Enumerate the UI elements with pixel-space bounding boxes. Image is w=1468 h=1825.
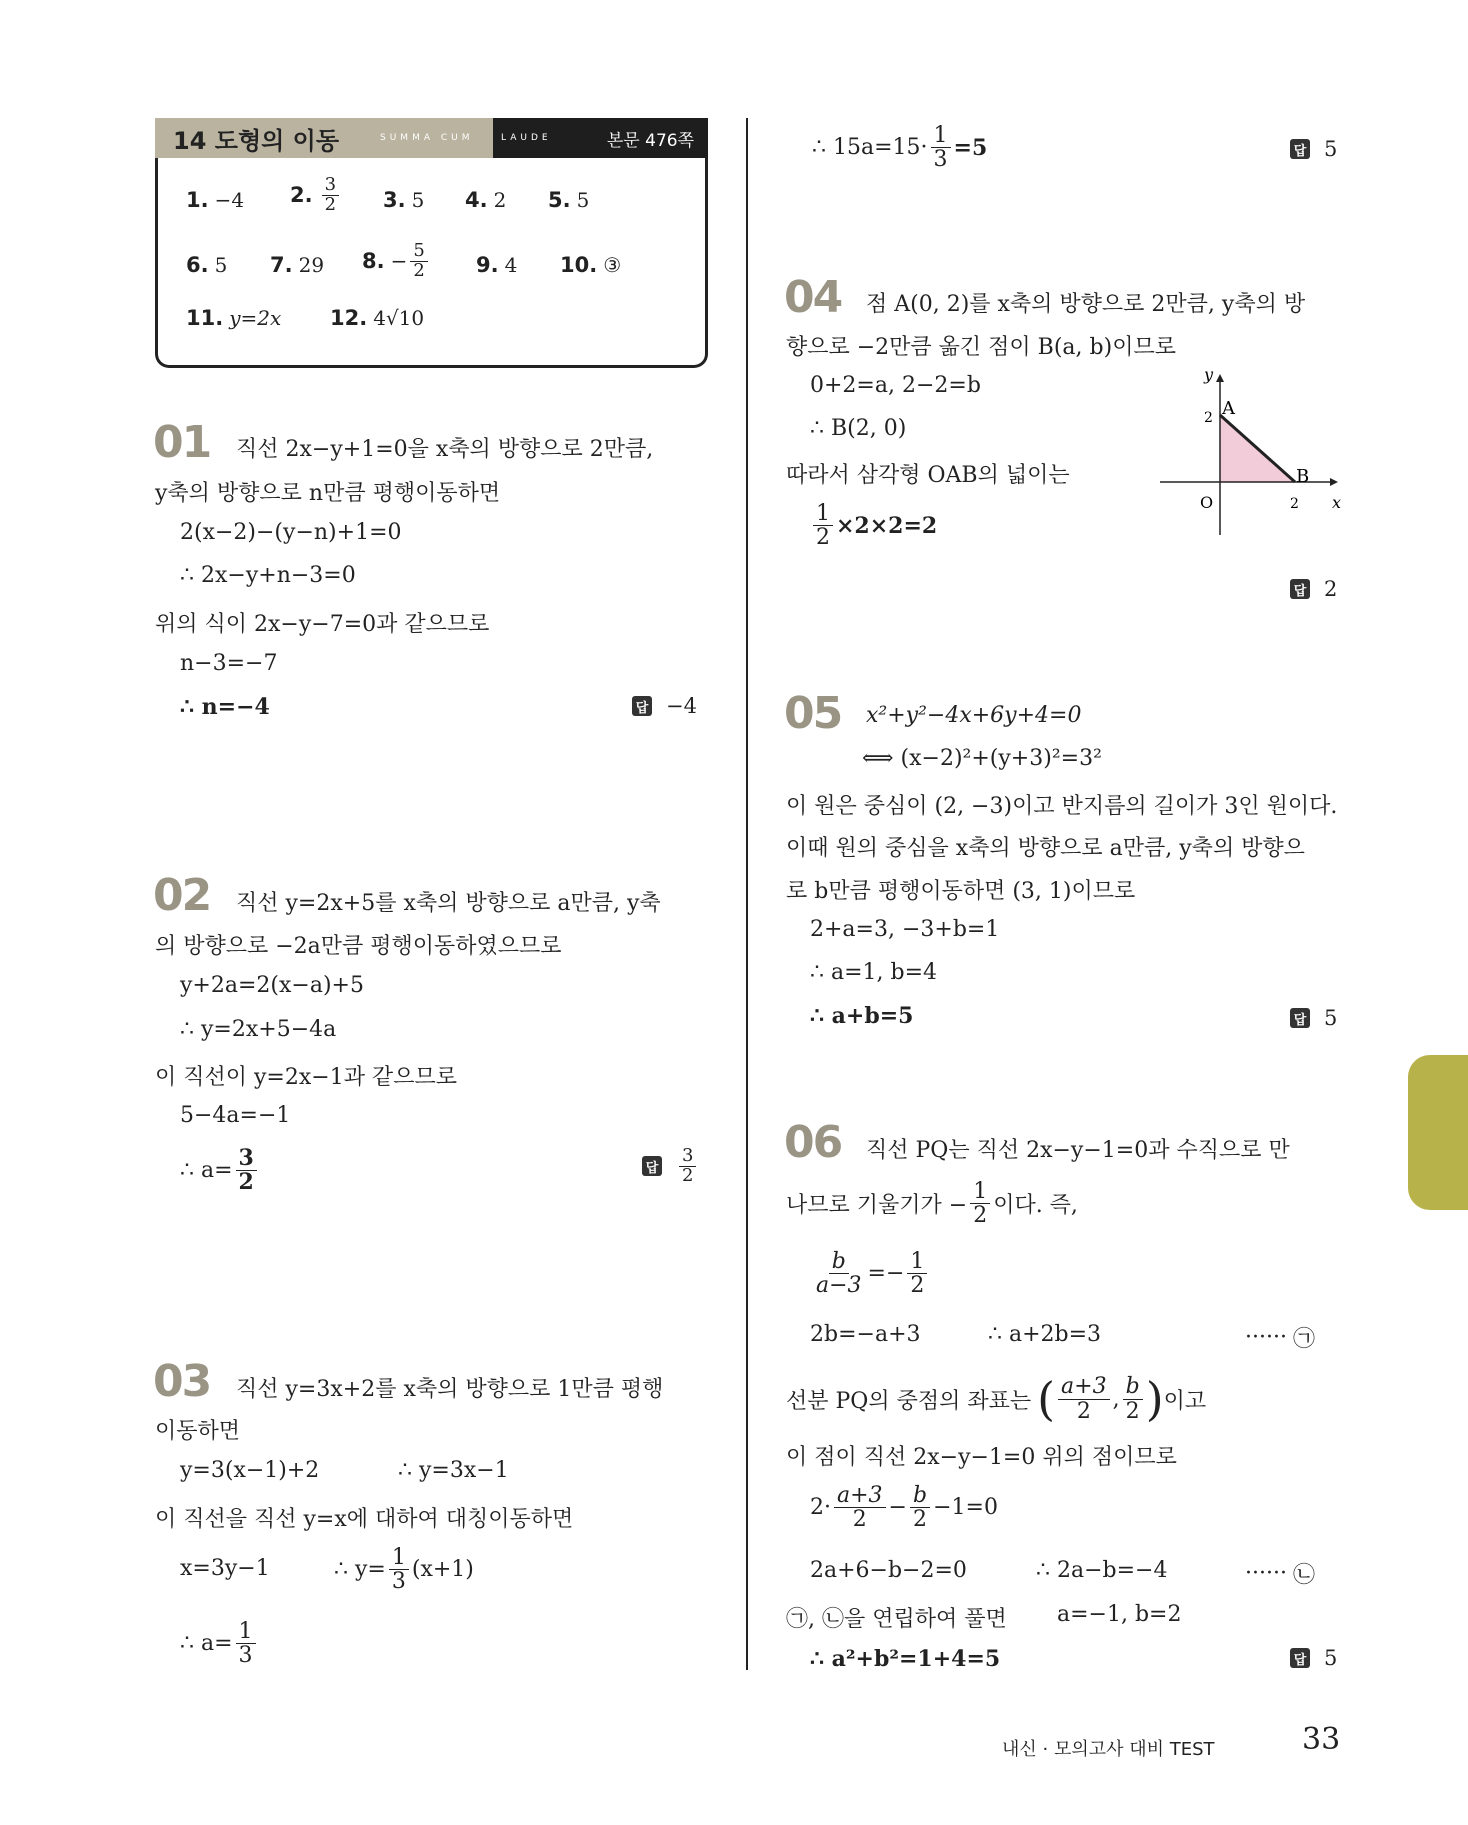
y-axis-arrow <box>1216 374 1224 382</box>
answer-mark: 답 $\frac{3}{2}$ <box>642 1147 699 1186</box>
equation-marker: ······ ㉡ <box>1245 1561 1315 1588</box>
solution-result: ∴ a= $\frac{3}{2}$ <box>180 1147 260 1194</box>
solution-line: 선분 PQ의 중점의 좌표는 ( $\frac{a+3}{2}$ , $\frac{b}{2}$ ) 이고 <box>786 1372 1207 1426</box>
answer-item: 7. 29 <box>270 253 325 277</box>
solution-line: 2(x−2)−(y−n)+1=0 <box>180 520 402 545</box>
solution-line: 2b=−a+3 <box>810 1322 921 1347</box>
solution-line: 이동하면 <box>155 1419 241 1444</box>
solution-line: 의 방향으로 −2a만큼 평행이동하였으므로 <box>155 934 562 959</box>
solution-line: 이때 원의 중심을 x축의 방향으로 a만큼, y축의 방향으 <box>786 836 1305 861</box>
x-axis-label: x <box>1332 493 1342 512</box>
origin-label: O <box>1200 493 1214 512</box>
answer-item: 1. −4 <box>186 188 245 212</box>
solution-line: y=3(x−1)+2 <box>180 1458 320 1483</box>
brand-mark: SUMMA CUM <box>380 133 474 143</box>
solution-result: ∴ a+b=5 <box>810 1003 914 1029</box>
solution-line: 따라서 삼각형 OAB의 넓이는 <box>786 463 1070 488</box>
column-divider <box>746 118 748 1670</box>
solution-result: ∴ a²+b²=1+4=5 <box>810 1646 1001 1672</box>
solution-line: 5−4a=−1 <box>180 1103 291 1128</box>
solution-line: x²+y²−4x+6y+4=0 <box>866 703 1082 728</box>
solution-line: x=3y−1 <box>180 1556 270 1581</box>
answer-item: 10. ③ <box>560 253 622 277</box>
solution-line: ∴ 2a−b=−4 <box>1036 1558 1168 1583</box>
page-number: 33 <box>1302 1722 1341 1757</box>
solution-line: 직선 y=3x+2를 x축의 방향으로 1만큼 평행 <box>236 1377 664 1402</box>
solution-line: 2+a=3, −3+b=1 <box>810 917 1000 942</box>
solution-line: 이 직선이 y=2x−1과 같으므로 <box>155 1065 457 1090</box>
y-tick-label: 2 <box>1204 410 1213 426</box>
solution-result: ∴ n=−4 <box>180 694 270 720</box>
chapter-side-tab <box>1408 1055 1468 1210</box>
solution-line: ∴ a+2b=3 <box>988 1322 1102 1347</box>
solution-result: $\frac{1}{2}$ ×2×2=2 <box>810 502 937 549</box>
answer-icon: 답 <box>1290 139 1310 159</box>
problem-number: 03 <box>153 1356 211 1407</box>
y-axis-label: y <box>1204 365 1214 384</box>
solution-result: ∴ 15a=15· $\frac{1}{3}$ =5 <box>812 123 988 173</box>
triangle-graph <box>1160 365 1342 540</box>
solution-line: 2a+6−b−2=0 <box>810 1558 967 1583</box>
solution-line: y축의 방향으로 n만큼 평행이동하면 <box>155 481 501 506</box>
point-b-label: B <box>1296 466 1310 487</box>
section-title: 14 도형의 이동 <box>173 126 340 155</box>
solution-line: ∴ y= $\frac{1}{3}$ (x+1) <box>334 1545 474 1595</box>
answer-item: 5. 5 <box>548 188 590 212</box>
solution-line: 위의 식이 2x−y−7=0과 같으므로 <box>155 612 490 637</box>
solution-line: 이 점이 직선 2x−y−1=0 위의 점이므로 <box>786 1445 1177 1470</box>
solution-line: 직선 y=2x+5를 x축의 방향으로 a만큼, y축 <box>236 891 661 916</box>
solution-line: ∴ y=2x+5−4a <box>180 1017 337 1042</box>
solution-line: $\frac{b}{a-3}$ =− $\frac{1}{2}$ <box>810 1250 930 1297</box>
brand-mark: LAUDE <box>501 133 552 143</box>
solution-line: 이 직선을 직선 y=x에 대하여 대칭이동하면 <box>155 1507 574 1532</box>
solution-line: ∴ 2x−y+n−3=0 <box>180 563 356 588</box>
problem-number: 05 <box>784 688 842 739</box>
answer-icon: 답 <box>1290 1008 1310 1028</box>
solution-line: ㉠, ㉡을 연립하여 풀면 <box>786 1607 1007 1632</box>
answer-mark: 답 5 <box>1290 137 1337 161</box>
answer-icon: 답 <box>642 1156 662 1176</box>
solution-line: ⟺ (x−2)²+(y+3)²=3² <box>862 746 1102 771</box>
answer-icon: 답 <box>632 696 652 716</box>
answer-item: 11. y=2x <box>186 306 282 330</box>
page-reference: 본문 476쪽 <box>606 130 694 151</box>
solution-line: 2· $\frac{a+3}{2}$ − $\frac{b}{2}$ −1=0 <box>810 1483 998 1533</box>
answer-item: 9. 4 <box>476 253 518 277</box>
answer-item: 8. − $\frac{5}{2}$ <box>362 242 431 281</box>
solution-line: ∴ B(2, 0) <box>810 416 907 441</box>
solution-result: ∴ a= $\frac{1}{3}$ <box>180 1620 259 1667</box>
x-axis-arrow <box>1330 478 1338 486</box>
answer-item: 12. 4√10 <box>330 306 425 330</box>
solution-line: 이 원은 중심이 (2, −3)이고 반지름의 길이가 3인 원이다. <box>786 794 1338 819</box>
solution-line: ∴ y=3x−1 <box>398 1458 509 1483</box>
answer-icon: 답 <box>1290 579 1310 599</box>
answer-icon: 답 <box>1290 1648 1310 1668</box>
solution-line: 향으로 −2만큼 옮긴 점이 B(a, b)이므로 <box>786 335 1176 360</box>
problem-number: 01 <box>153 417 211 468</box>
answer-item: 6. 5 <box>186 253 228 277</box>
solution-line: 나므로 기울기가 − $\frac{1}{2}$ 이다. 즉, <box>786 1179 1078 1229</box>
answer-mark: 답 5 <box>1290 1646 1337 1670</box>
solution-line: 직선 PQ는 직선 2x−y−1=0과 수직으로 만 <box>866 1138 1290 1163</box>
equation-marker: ······ ㉠ <box>1245 1325 1315 1352</box>
solution-line: y+2a=2(x−a)+5 <box>180 973 364 998</box>
problem-number: 06 <box>784 1117 842 1168</box>
answer-item: 4. 2 <box>465 188 507 212</box>
answer-mark: 답 −4 <box>632 694 697 718</box>
answer-item: 3. 5 <box>383 188 425 212</box>
answer-item: 2. $\frac{3}{2}$ <box>290 176 342 215</box>
problem-number: 02 <box>153 870 211 921</box>
answer-summary-header <box>155 118 708 158</box>
solution-line: n−3=−7 <box>180 651 278 676</box>
solution-line: 점 A(0, 2)를 x축의 방향으로 2만큼, y축의 방 <box>866 292 1306 317</box>
solution-line: 로 b만큼 평행이동하면 (3, 1)이므로 <box>786 879 1136 904</box>
solution-line: a=−1, b=2 <box>1057 1602 1182 1627</box>
footer-title: 내신 · 모의고사 대비 TEST <box>1002 1739 1215 1760</box>
solution-line: 0+2=a, 2−2=b <box>810 373 981 398</box>
solution-line: ∴ a=1, b=4 <box>810 960 938 985</box>
problem-number: 04 <box>784 272 842 323</box>
point-a-label: A <box>1222 398 1235 419</box>
answer-mark: 답 2 <box>1290 577 1337 601</box>
solution-line: 직선 2x−y+1=0을 x축의 방향으로 2만큼, <box>236 437 654 462</box>
x-tick-label: 2 <box>1290 496 1299 512</box>
answer-mark: 답 5 <box>1290 1006 1337 1030</box>
